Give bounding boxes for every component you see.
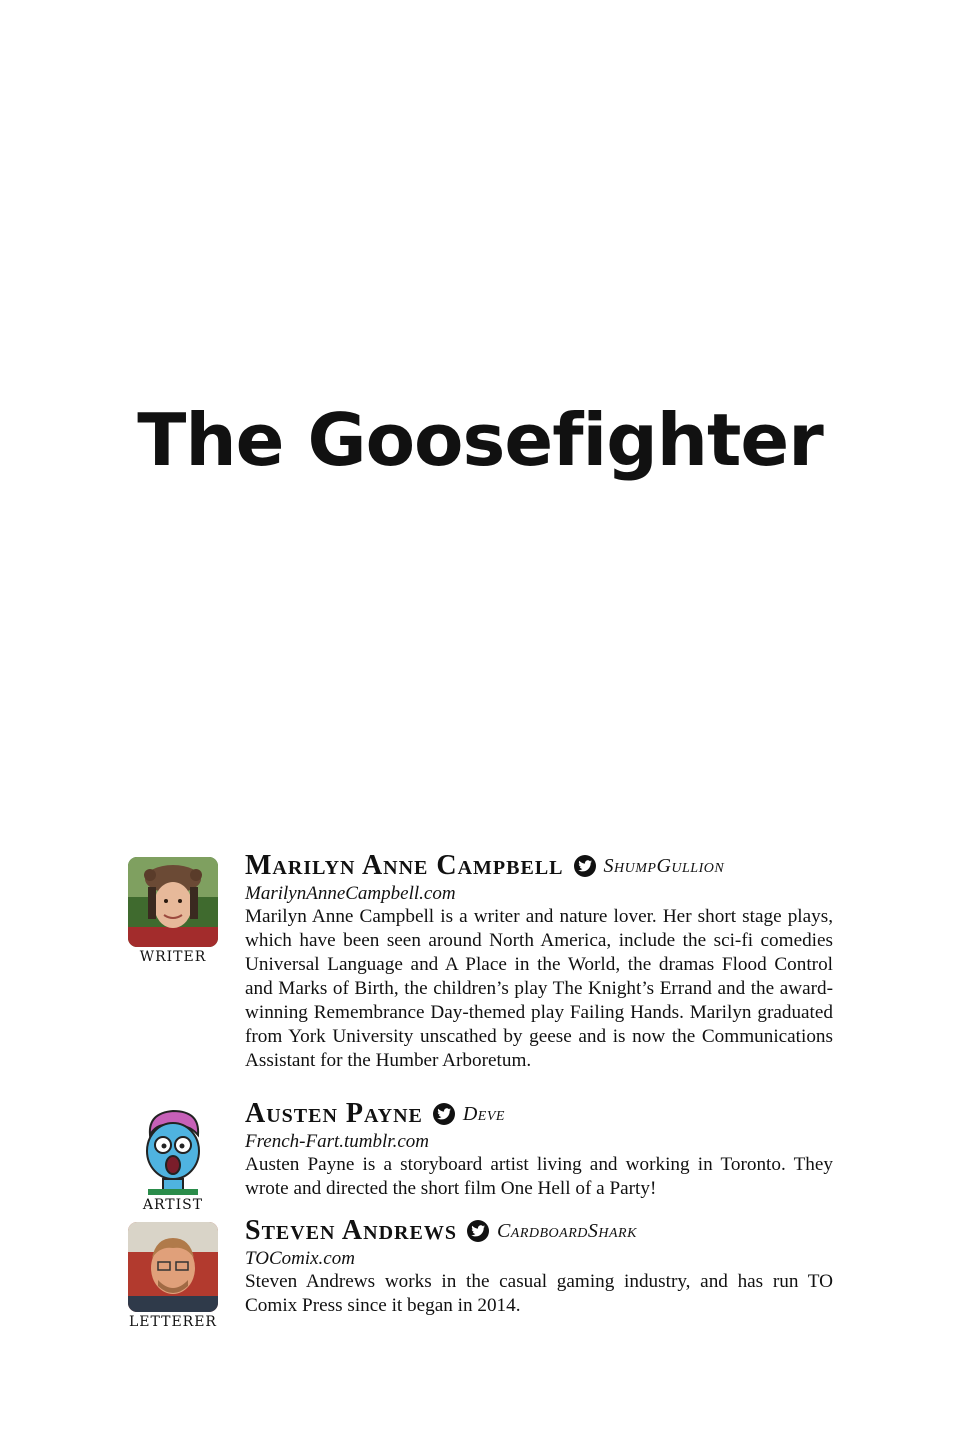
letterer-bio: Steven Andrews works in the casual gaming industry, and has run TO Comix Press since it began in 2014. — [245, 1271, 833, 1316]
writer-role-label: WRITER — [139, 949, 207, 965]
artist-website-link[interactable]: French-Fart.tumblr.com — [245, 1131, 429, 1152]
twitter-bird-icon — [467, 1220, 489, 1242]
artist-twitter-handle[interactable]: Deve — [462, 1103, 505, 1125]
artist-bio: Austen Payne is a storyboard artist living and working in Toronto. They wrote and directed the short film One Hell of a Party! — [245, 1154, 833, 1199]
letterer-website-link[interactable]: TOComix.com — [245, 1248, 355, 1269]
twitter-bird-icon — [574, 855, 596, 877]
writer-photo — [128, 857, 218, 947]
writer-name: Marilyn Anne Campbell — [245, 850, 564, 881]
artist-avatar — [128, 1105, 218, 1195]
writer-twitter-handle[interactable]: ShumpGullion — [603, 855, 725, 877]
letterer-twitter-handle[interactable]: CardboardShark — [496, 1220, 637, 1242]
artist-role-label: ARTIST — [142, 1197, 204, 1213]
letterer-name: Steven Andrews — [245, 1215, 457, 1246]
twitter-bird-icon — [433, 1103, 455, 1125]
letterer-role-label: LETTERER — [129, 1314, 217, 1330]
writer-website-link[interactable]: MarilynAnneCampbell.com — [245, 883, 456, 904]
book-title: The Goosefighter — [137, 398, 823, 482]
writer-bio: Marilyn Anne Campbell is a writer and nature lover. Her short stage plays, which have been seen around North America, include the sci-fi comedies Universal Language and A Place in the World, the dramas Flood Control and Marks of Birth, the children’s play The Knight’s Errand and the award-winning Remembrance Day-themed play Failing Hands. Marilyn graduated from York University unscathed by geese and is now the Communications Assistant for the Humber Arboretum. — [245, 906, 833, 1071]
letterer-photo — [128, 1222, 218, 1312]
artist-name: Austen Payne — [245, 1098, 423, 1129]
